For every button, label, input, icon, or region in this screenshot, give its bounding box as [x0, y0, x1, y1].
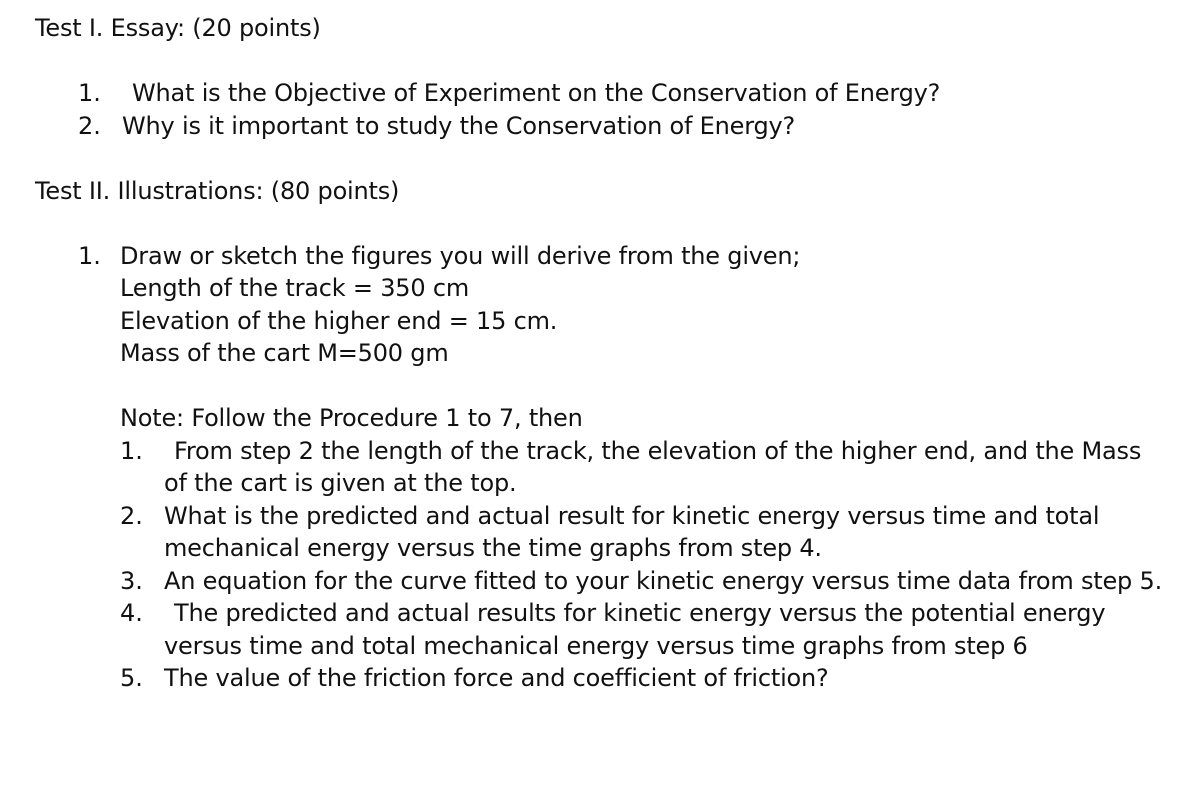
step-4-line-2: versus time and total mechanical energy versus time graphs from step 6 — [164, 632, 1028, 660]
step-2-line-2: mechanical energy versus the time graphs from step 4. — [164, 534, 822, 562]
step-5-number: 5. — [120, 664, 143, 692]
step-1-number: 1. — [120, 437, 143, 465]
step-4-number: 4. — [120, 599, 143, 627]
step-3-number: 3. — [120, 567, 143, 595]
step-2-number: 2. — [120, 502, 143, 530]
test1-question-1-number: 1. — [78, 79, 101, 107]
given-elevation: Elevation of the higher end = 15 cm. — [120, 307, 558, 335]
step-5-line-1: The value of the friction force and coefficient of friction? — [164, 664, 829, 692]
step-1-line-2: of the cart is given at the top. — [164, 469, 517, 497]
test1-heading: Test I. Essay: (20 points) — [35, 14, 321, 42]
given-track-length: Length of the track = 350 cm — [120, 274, 470, 302]
step-3-line-1: An equation for the curve fitted to your kinetic energy versus time data from step 5. — [164, 567, 1163, 595]
step-1-line-1: From step 2 the length of the track, the elevation of the higher end, and the Mass — [174, 437, 1142, 465]
test2-item-1-number: 1. — [78, 242, 101, 270]
procedure-note: Note: Follow the Procedure 1 to 7, then — [120, 404, 583, 432]
given-cart-mass: Mass of the cart M=500 gm — [120, 339, 449, 367]
test1-question-2-text: Why is it important to study the Conservation of Energy? — [122, 112, 796, 140]
step-4-line-1: The predicted and actual results for kinetic energy versus the potential energy — [174, 599, 1106, 627]
test1-question-2-number: 2. — [78, 112, 101, 140]
test2-item-1-intro: Draw or sketch the figures you will derive from the given; — [120, 242, 801, 270]
test1-question-1-text: What is the Objective of Experiment on the Conservation of Energy? — [132, 79, 941, 107]
test2-heading: Test II. Illustrations: (80 points) — [35, 177, 400, 205]
step-2-line-1: What is the predicted and actual result for kinetic energy versus time and total — [164, 502, 1100, 530]
